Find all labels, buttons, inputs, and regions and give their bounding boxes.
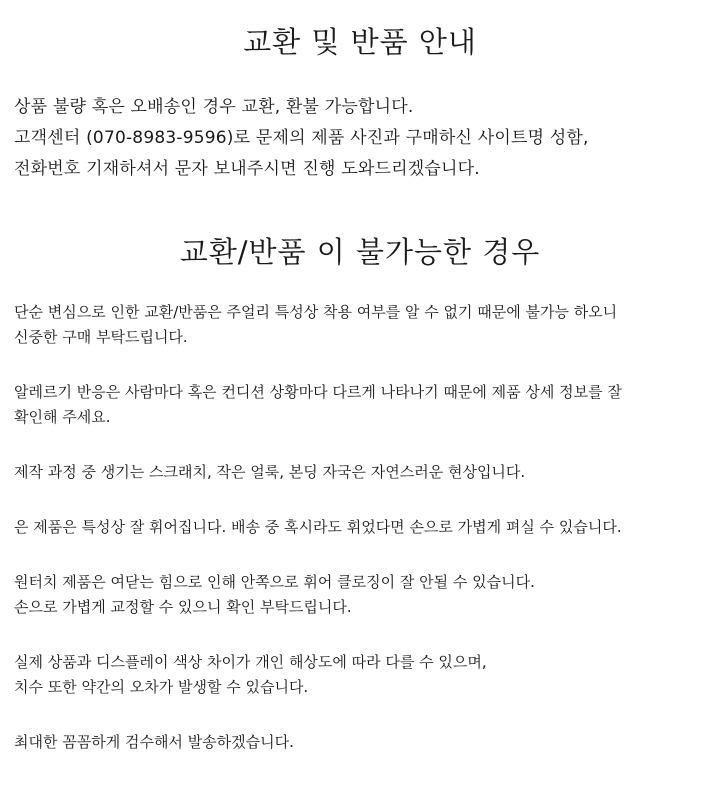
notice-line: 은 제품은 특성상 잘 휘어집니다. 배송 중 혹시라도 휘었다면 손으로 가볍게 펴실 수 있습니다. — [14, 518, 622, 536]
notice-line: 신중한 구매 부탁드립니다. — [14, 328, 188, 346]
notice-line: 원터치 제품은 여닫는 힘으로 인해 안쪽으로 휘어 클로징이 잘 안될 수 있습니다. — [14, 573, 535, 591]
page-title: 교환 및 반품 안내 — [243, 25, 477, 59]
notice-line: 단순 변심으로 인한 교환/반품은 주얼리 특성상 착용 여부를 알 수 없기 때문에 불가능 하오니 — [14, 303, 618, 321]
notice-line: 제작 과정 중 생기는 스크래치, 작은 얼룩, 본딩 자국은 자연스러운 현상입니다. — [14, 463, 526, 481]
notice-list — [14, 300, 712, 785]
intro-text — [14, 92, 714, 185]
notice-line: 확인해 주세요. — [14, 408, 111, 426]
intro-line: 전화번호 기재하셔서 문자 보내주시면 진행 도와드리겠습니다. — [14, 159, 480, 179]
notice-line: 최대한 꼼꼼하게 검수해서 발송하겠습니다. — [14, 733, 294, 751]
notice-paragraph — [14, 460, 712, 485]
notice-paragraph — [14, 300, 712, 350]
notice-paragraph — [14, 730, 712, 755]
intro-line: 상품 불량 혹은 오배송인 경우 교환, 환불 가능합니다. — [14, 97, 414, 117]
section-title: 교환/반품 이 불가능한 경우 — [179, 235, 541, 269]
notice-line: 알레르기 반응은 사람마다 혹은 컨디션 상황마다 다르게 나타나기 때문에 제품 상세 정보를 잘 — [14, 383, 622, 401]
notice-line: 손으로 가볍게 교정할 수 있으니 확인 부탁드립니다. — [14, 598, 352, 616]
notice-paragraph — [14, 515, 712, 540]
notice-paragraph — [14, 570, 712, 620]
notice-line: 실제 상품과 디스플레이 색상 차이가 개인 해상도에 따라 다를 수 있으며, — [14, 653, 487, 671]
intro-line: 고객센터 (070-8983-9596)로 문제의 제품 사진과 구매하신 사이트명 성함, — [14, 128, 589, 148]
notice-paragraph — [14, 380, 712, 430]
notice-line: 치수 또한 약간의 오차가 발생할 수 있습니다. — [14, 678, 309, 696]
notice-paragraph — [14, 650, 712, 700]
